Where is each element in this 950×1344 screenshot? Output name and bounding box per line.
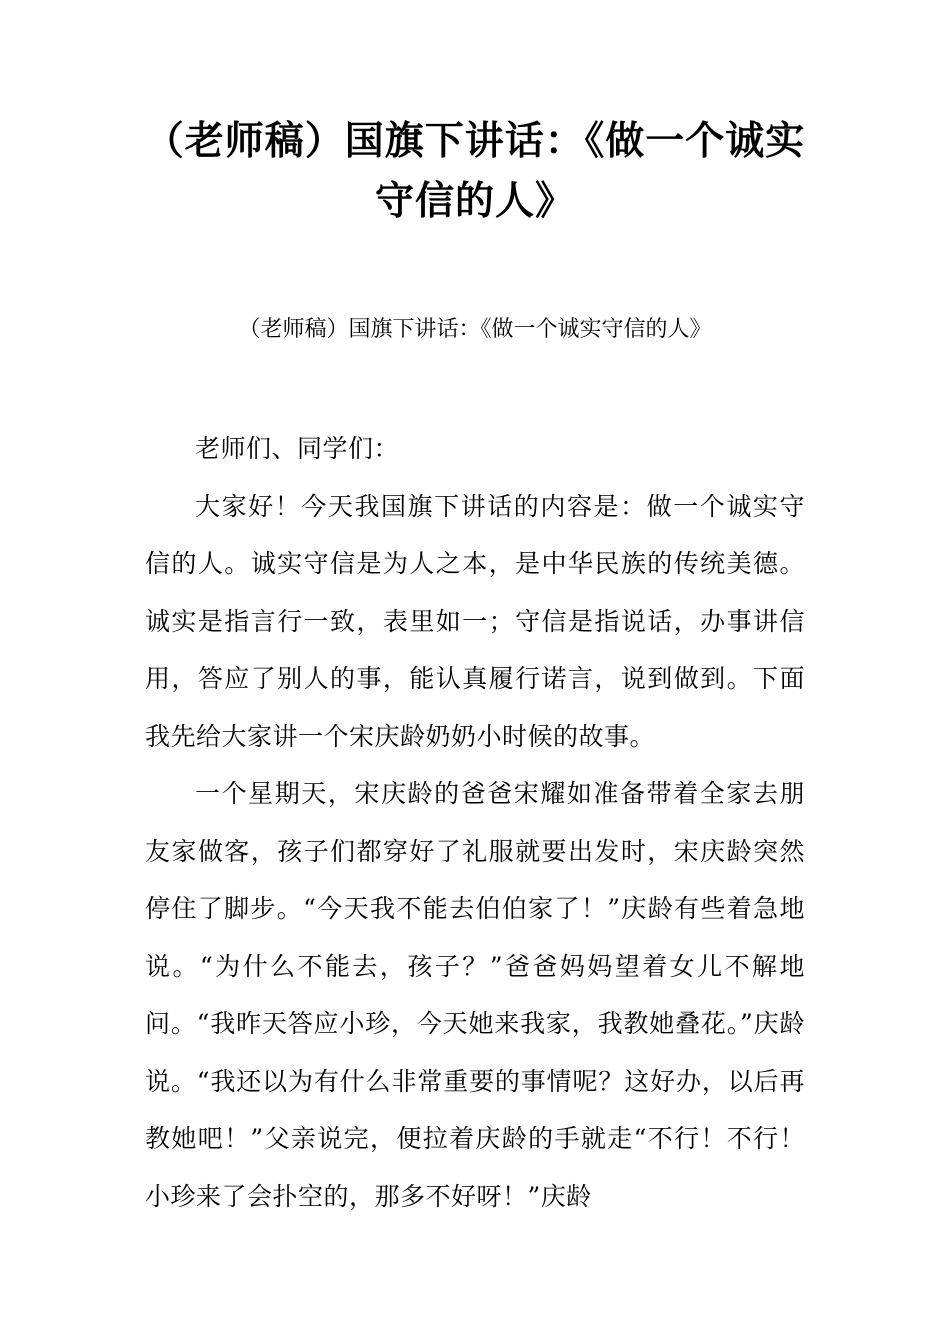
body-paragraph: 一个星期天，宋庆龄的爸爸宋耀如准备带着全家去朋友家做客，孩子们都穿好了礼服就要出发时，宋庆龄突然停住了脚步。“今天我不能去伯伯家了！”庆龄有些着急地说。“为什么不能去，孩子？”爸爸妈妈望着女儿不解地问。“我昨天答应小珍，今天她来我家，我教她叠花。”庆龄说。“我还以为有什么非常重要的事情呢？这好办，以后再教她吧！”父亲说完，便拉着庆龄的手就走“不行！不行！小珍来了会扑空的，那多不好呀！”庆龄 [145,779,805,1211]
document-title: （老师稿）国旗下讲话：《做一个诚实守信的人》 [144,119,806,224]
body-paragraph: 大家好！今天我国旗下讲话的内容是：做一个诚实守信的人。诚实守信是为人之本，是中华民族的传统美德。诚实是指言行一致，表里如一；守信是指说话，办事讲信用，答应了别人的事，能认真履行诺言，说到做到。下面我先给大家讲一个宋庆龄奶奶小时候的故事。 [145,491,805,751]
document-body [145,420,805,1225]
document-subtitle: （老师稿）国旗下讲话：《做一个诚实守信的人》 [238,317,712,342]
greeting-paragraph: 老师们、同学们： [195,434,400,463]
